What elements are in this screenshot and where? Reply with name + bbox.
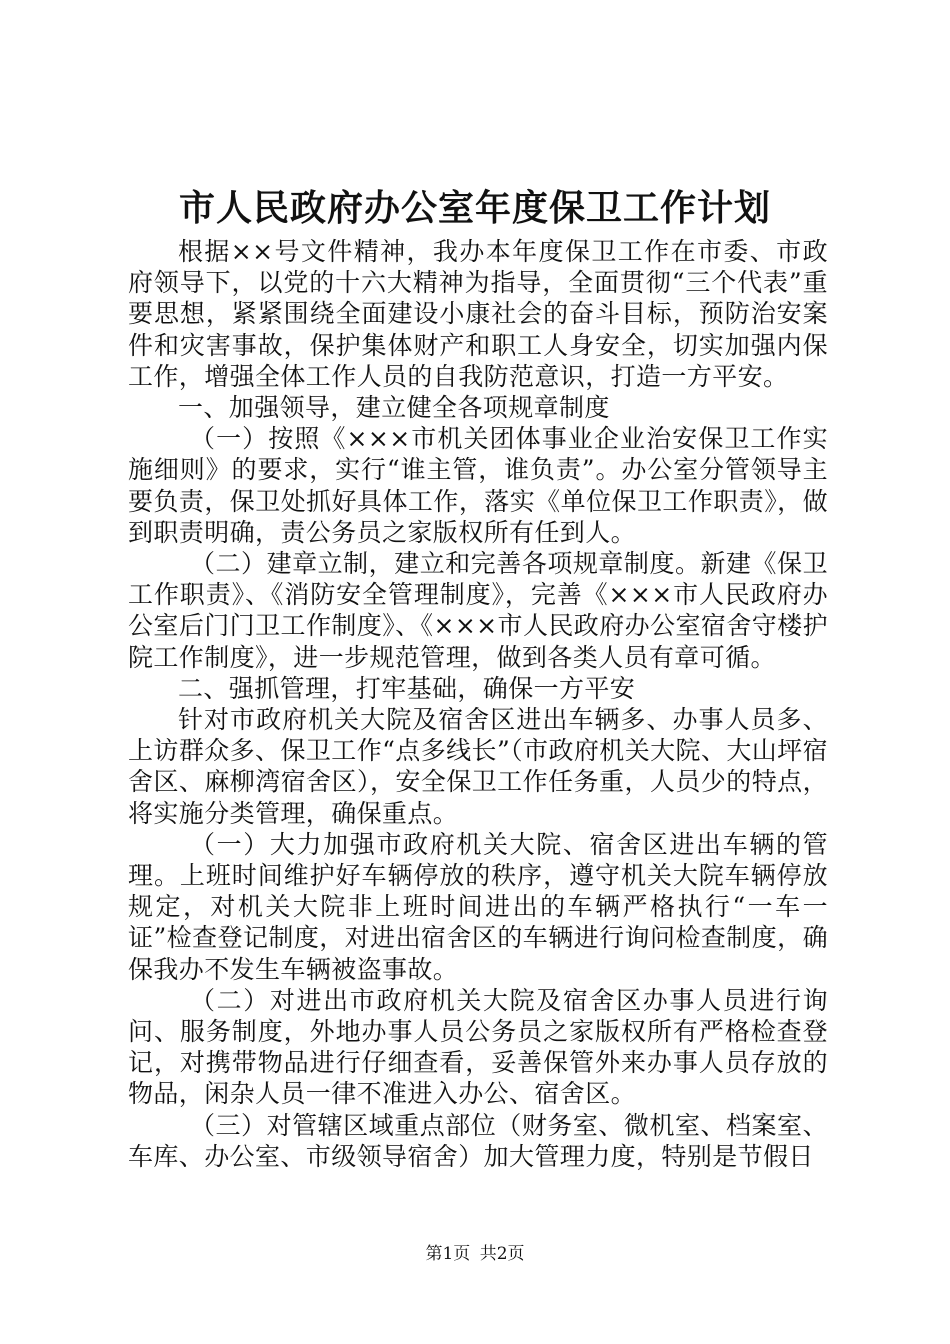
paragraph-1-2: （二）建章立制，建立和完善各项规章制度。新建《保卫工作职责》、《消防安全管理制度》，完善《×××市人民政府办公室后门门卫工作制度》、《×××市人民政府办公室宿舍守楼护院工作制度》，进一步规范管理，做到各类人员有章可循。	[128, 549, 828, 672]
paragraph-1-1: （一）按照《×××市机关团体事业企业治安保卫工作实施细则》的要求，实行“谁主管，谁负责”。办公室分管领导主要负责，保卫处抓好具体工作，落实《单位保卫工作职责》，做到职责明确，责公务员之家版权所有任到人。	[128, 424, 828, 547]
document-title: 市人民政府办公室年度保卫工作计划	[178, 187, 771, 229]
page-number: 第1页	[425, 1244, 471, 1264]
paragraph-intro: 根据××号文件精神，我办本年度保卫工作在市委、市政府领导下，以党的十六大精神为指导，全面贯彻“三个代表”重要思想，紧紧围绕全面建设小康社会的奋斗目标，预防治安案件和灾害事故，保护集体财产和职工人身安全，切实加强内保工作，增强全体工作人员的自我防范意识，打造一方平安。	[128, 237, 828, 391]
paragraph-2-1: （一）大力加强市政府机关大院、宿舍区进出车辆的管理。上班时间维护好车辆停放的秩序，遵守机关大院车辆停放规定，对机关大院非上班时间进出的车辆严格执行“一车一证”检查登记制度，对进出宿舍区的车辆进行询问检查制度，确保我办不发生车辆被盗事故。	[128, 829, 828, 984]
page-total: 共2页	[479, 1244, 525, 1264]
paragraph-2-2: （二）对进出市政府机关大院及宿舍区办事人员进行询问、服务制度，外地办事人员公务员之家版权所有严格检查登记，对携带物品进行仔细查看，妥善保管外来办事人员存放的物品，闲杂人员一律不准进入办公、宿舍区。	[128, 985, 828, 1109]
section-heading-1: 一、加强领导，建立健全各项规章制度	[178, 393, 610, 423]
paragraph-2-3: （三）对管辖区域重点部位（财务室、微机室、档案室、车库、办公室、市级领导宿舍）加大管理力度，特别是节假日	[128, 1110, 828, 1171]
paragraph-2-intro: 针对市政府机关大院及宿舍区进出车辆多、办事人员多、上访群众多、保卫工作“点多线长”（市政府机关大院、大山坪宿舍区、麻柳湾宿舍区），安全保卫工作任务重，人员少的特点，将实施分类管理，确保重点。	[128, 705, 828, 828]
page-footer	[0, 1242, 950, 1266]
document-body	[128, 236, 828, 1172]
section-heading-2: 二、强抓管理，打牢基础，确保一方平安	[178, 673, 636, 703]
